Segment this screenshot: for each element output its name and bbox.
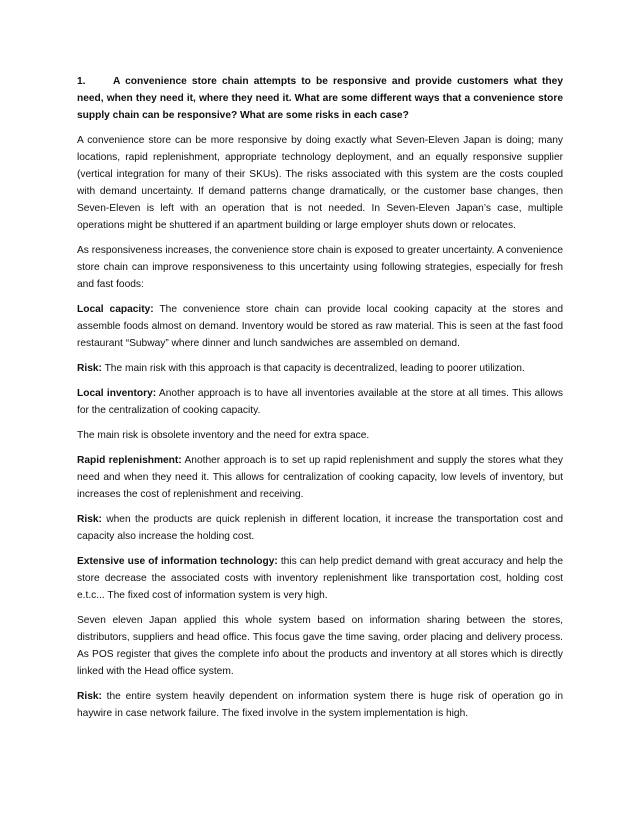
paragraph-seven-eleven: Seven eleven Japan applied this whole system based on information sharing between the stores, distributors, suppliers and head office. This focus gave the time saving, order placing and delivery process. As POS register that gives the complete info about the products and inventory at all stores which is directly linked with the Head office system. [77,615,563,677]
paragraph-risk-inventory: The main risk is obsolete inventory and the need for extra space. [77,430,370,441]
document-page [77,73,563,730]
question-number: 1. [77,76,86,87]
label-risk: Risk: [77,363,102,374]
label-risk: Risk: [77,514,102,525]
paragraph-risk-system: Risk: the entire system heavily dependent on information system there is huge risk of operation go in haywire in case network failure. The fixed involve in the system implementation is high. [77,691,563,719]
label-local-capacity: Local capacity: [77,304,154,315]
question-text: A convenience store chain attempts to be responsive and provide customers what they need, when they need it, where they need it. What are some different ways that a convenience store supply chain can be responsive? What are some risks in each case? [77,76,563,121]
paragraph-local-inventory: Local inventory: Another approach is to have all inventories available at the store at all times. This allows for the centralization of cooking capacity. [77,388,563,416]
paragraph-risk-replenishment: Risk: when the products are quick replenish in different location, it increase the transportation cost and capacity also increase the holding cost. [77,514,563,542]
paragraph-intro: A convenience store can be more responsive by doing exactly what Seven-Eleven Japan is doing; many locations, rapid replenishment, appropriate technology deployment, and an equally responsive supplier (vertical integration for many of their SKUs). The risks associated with this system are the costs coupled with demand uncertainty. If demand patterns change dramatically, or the customer base changes, then Seven-Eleven is left with an operation that is not needed. In Seven-Eleven Japan’s case, multiple operations might be shuttered if an apartment building or large employer shuts down or relocates. [77,135,563,231]
label-rapid-replenishment: Rapid replenishment: [77,455,182,466]
paragraph-rapid-replenishment: Rapid replenishment: Another approach is to set up rapid replenishment and supply the stores what they need and when they need it. This allows for centralization of cooking capacity, low levels of inventory, but increases the cost of replenishment and receiving. [77,455,563,500]
paragraph-responsiveness: As responsiveness increases, the convenience store chain is exposed to greater uncertainty. A convenience store chain can improve responsiveness to this uncertainty using following strategies, especially for fresh and fast foods: [77,245,563,290]
paragraph-risk-capacity: Risk: The main risk with this approach is that capacity is decentralized, leading to poorer utilization. [77,363,525,374]
paragraph-information-technology: Extensive use of information technology: this can help predict demand with great accuracy and help the store decrease the associated costs with inventory replenishment like transportation cost, holding cost e.t.c... The fixed cost of information system is very high. [77,556,563,601]
question-heading [77,73,563,124]
label-risk: Risk: [77,691,102,702]
label-information-technology: Extensive use of information technology: [77,556,278,567]
label-local-inventory: Local inventory: [77,388,157,399]
paragraph-local-capacity: Local capacity: The convenience store chain can provide local cooking capacity at the stores and assemble foods almost on demand. Inventory would be stored as raw material. This is seen at the fast food restaurant “Subway” where dinner and lunch sandwiches are assembled on demand. [77,304,563,349]
